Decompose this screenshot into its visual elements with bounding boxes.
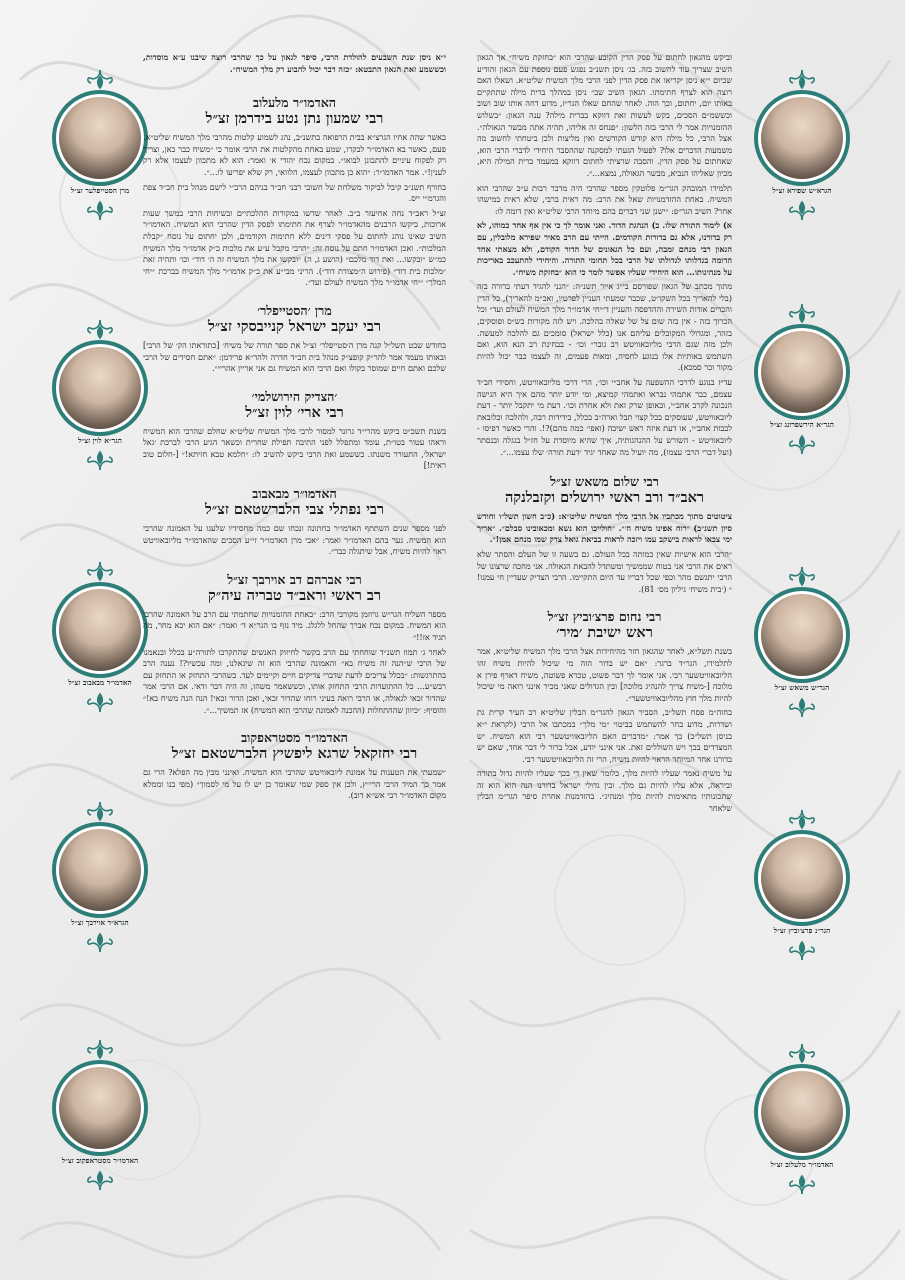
left-text-column bbox=[143, 52, 446, 1232]
section-auerbach bbox=[143, 572, 446, 716]
portrait-frame bbox=[52, 90, 148, 186]
portrait-caption: הגר״א לוין זצ״ל bbox=[78, 436, 122, 445]
ornament-icon bbox=[786, 434, 818, 456]
section-title: רבי נחום פרצ׳וביץ זצ״ל bbox=[547, 609, 662, 625]
paragraph: לאחר ג׳ תמוז תשנ״ד שוחחתי עם הרב בקשר לחיזוק האנשים שהתקרבו לתורה״ע בכלל ובנאמנו של הרבי ש״הנה זה משיח בא״ והאמונה שהרבי הוא זה שיגאלנו, ומה עכשיו?! נענה הרב בהתרגשות: ״בכלל צריכים לדעת שדברי צדיקים חיים וקיימים לעד. כשהרבי התחזק או התחזק עם רבש״ע... כל ההתועדות הרבי התחזק אותו, וכששאמר משהו, זה היה דבר ודאי. אם הרבי אמר שהדור זכאי לגאולה, או הרבי רואה בעיני רוחו שהדור זכאי, ואכן הדור זכאי! הנה הנה משיח בא!״ והוסיף: ״כיוון שההתחלות (ההכנה לאמונה שהרבי הוא המשיח) אז תמשיך...״. bbox=[143, 646, 446, 715]
paragraph: בחורף תשנ״ב קיבל לביקור משלחת של חשובי רבני חב״ד בניהם הרב״י לישם מנהל בית חב״ד צפת והגרמ״י ייס. bbox=[143, 181, 446, 204]
paragraph: כאשר שהה אחיו הגרצ״א בבית הרפואה בתשנ״ב, נהג לשמוע קלטות מהרבי מלך המשיח שליט״א. פעם, כאשר בא האדמו״ר לבקרו, שמע באחת מהקלטות את הרבי אומר כי ״משיח כבר כאן, וצריך רק לפקוח עיניים להתבונן לבואו״. במקום נכח יהודי א׳ ואמר: הוא לא מתכוון לעצמו אלא רק לענין!״. אמר האדמו״ר: ״הוא כן מתכוון לעצמו, הלוואי, רק שלא יפריעו לו...״. bbox=[143, 132, 446, 177]
ornament-icon bbox=[786, 697, 818, 719]
portrait-frame bbox=[754, 830, 850, 926]
section-strapkov bbox=[143, 730, 446, 802]
paragraph: בחודש שבט תשל״ל קנה מרן ה׳סטייפלר׳ זצ״ל את ספר תורה של משיח׳ [כתוראתו הק׳ של הרבי] ובאותו מעמד אמר להר״ק קופצ״ק מנהל בית חב״ד חדרה ולהר״א פרידמן: ״אתם חסידים של הרבי שלכם ואתם חיים שמוסר בקולו ואם הרבי הוא המשיח גם אני אריין אהריי״. bbox=[143, 339, 446, 374]
portrait-caption: הגרא״ד אוירבך זצ״ל bbox=[71, 918, 129, 927]
intro-block bbox=[143, 52, 446, 75]
ornament-icon bbox=[84, 800, 116, 822]
section-subtitle: רבי נפתלי צבי הלברשטאם זצ״ל bbox=[204, 501, 385, 519]
ornament-icon bbox=[84, 200, 116, 222]
portrait-photo bbox=[761, 594, 843, 676]
portrait-caption: האדמו״ר מבאבוב זצ״ל bbox=[68, 678, 132, 687]
paragraph: א) לימוד התורה שלו. ב) הנהגת הדור. ואני אומר לך כי אין אף אחד כמוהו, לא רק בדורנו, אלא גם בדורות הקודמים. הייתי עם הרב מאיר שפירא מלובלין, עם הגאון רבי מנחם זמבה, ועם כל הגאונים של הדור הקודם, ולא מצאתי אחד הדומה בגדלותו לגדולתו של הרבי בכל תחומי התורה. והיחידי להתעכב באריכות על מנהיגותו... הוא היחידי שעליו אפשר לומר כי הוא ״בחזקת משיח״. bbox=[477, 220, 732, 277]
section-subtitle: רבי שמעון נתן נטע בידרמן זצ״ל bbox=[205, 110, 384, 128]
section-steipler bbox=[143, 303, 446, 375]
ornament-icon bbox=[84, 1038, 116, 1060]
paragraph: עד״ז בנוגע לדרכי ההשפעה על אחב״י וכו׳, הרי דרכי מליובאוויטש, וחסידי חב״ד עצמם, כבר אתמהי נבראו ואתמהי קמיצא, ומי יודע יותר מהם איך היא הגישה הנכונה לקרב אחב״י, ובאופן שרק זאת ולא אחרת וכו׳. דעת מי יתקבל יותר - דעת ליובאוויטש, שעוסקים בכל קצוי תבל וארה״ב בכלל, בידידות רבה, ולהלכה וכלובאת לבבות אחב״י, או דעת איזה ראש ישיבה (ואפי׳ כמה מהם)?!. והרי כאשר דפיסו - ליובאוויטש - השורש על ההנהגותיה, איך שהיא מיוסדת על חז״ל בגגלה ובנסתר (ועל דברי הרבי עצמו), מה יועיל מה שאחד יגיד ׳דעת תורה׳ שלו עצמו...״. bbox=[477, 377, 732, 457]
portrait-caption: מרן הסטייפלער זצ״ל bbox=[70, 186, 130, 195]
portrait bbox=[750, 808, 854, 962]
section-title: האדמו״ר מסטראפקוב bbox=[241, 730, 348, 746]
portrait-frame bbox=[52, 1060, 148, 1156]
paragraph: לפני מספר שנים השתתף האדמו״ר בחתונה ונכחו שם כמה מחסידיו שלעגו על האמונה שהרבי הוא המשיח. גער בהם האדמו״ר ואמר: ״אבי מרן האדמו״ר זי״ע הסכים שהאדמו״ר מליובאוויטש ראוי להיות משיח, אבל שיתגלה כבר״. bbox=[143, 523, 446, 557]
paragraph: ״שמעתי את הטענות על אמונת ליובאוויטש שהרבי הוא המשיח. ואינני מבין מה הפלא? הרי גם אמר כך המיד הרבי הרי״ץ, ולכן אין ספק שמי שאומר כן יש לו על מי לסמוך״ (מפי בנו וממלא מקום האדמו״ר רבי אש״א דוב). bbox=[143, 767, 446, 801]
portrait-photo bbox=[761, 331, 843, 413]
section-rabbi-nachum-partzovitz bbox=[477, 609, 732, 814]
section-subtitle: רבי יחזקאל שרגא ליפשיץ הלברשטאם זצ״ל bbox=[171, 745, 418, 763]
paragraph: על משיח נאמר שעליו להיות מלך, כלומר שאין די בכך שעליו להיות גדול בתורה וביראה, אלא עליו להיות גם מלך. ובין גדולי ישראל בדורנו הנה הוא הוא זה שתכונותיו מתאימות להיות מלך ומנהיג״. בהזדמנות אחרת סיפר הגר״מ הבלין שלאחר bbox=[477, 768, 732, 814]
section-rabbi-shalom-mashash bbox=[477, 474, 732, 595]
paragraph: מתוך מכתב של הגאון שפורסם בי״ג אייר תשנ״ה: ״הנני להגיד דעתי ברורה בזה (בלי להאריך בכל השקו״ט, שכבר שמעתי העניין לפרטיו, ואכ״מ להאריך), כל הדין והכרים אודות השירה וההדפסה והעניין ד״יחי אדמו״ר מלך המשיח לעולם ועד״ וכל הכרוך בזה - אין בזה שום צל של שאלה בהלכה. ויש לזה מקורות בש״ס ופוסקים, בזהר, ומגדולי המקובלים עליהם אנו (כלל ישראל) סומכים גם להלכה למעשה. ולכן מזה שגם הרבי מליובאוויטש רב גובר״ וכו׳ - בבחינת רב הנא הוא, ואם השתמש באותיות אלו בנוגע לחסיה, ומאות פעמים, זה לעצמו כבר יכול להיות מקור וכר סמכא). bbox=[477, 281, 732, 373]
section-subtitle: ראש ישיבת ׳מיר׳ bbox=[556, 624, 653, 642]
portrait-caption: הגרא״ש שפירא זצ״ל bbox=[772, 186, 832, 195]
portrait bbox=[48, 560, 152, 714]
section-title: האדמו״ר מבאבוב bbox=[252, 486, 337, 502]
ornament-icon bbox=[786, 1042, 818, 1064]
paragraph: בשנת תשכ״ט ביקש מהרי״ד גרונר למסור לרבי מלך המשיח שליט״א שחלם שהרבי הוא המשיח וראהו עטור בטו״ת, עומד ומתפלל לפני התיבה תפילת שחרית וכשאר הגיע הרבי לברכת ׳גאל ישראל׳, התעורר משנתו. כששמע זאת הרבי ביקש להשיב לו: ״חלמא טבא חזיתא!״ [-חלום טוב ראית!] bbox=[143, 425, 446, 471]
paragraph: זצ״ל ראב״ד נחה אחיעזר ב״ב. לאחר שדשו במקורות ההלכתיים ובשיחות הרבי במשך שעות ארוכות, ביקשו הרבנים מהאדמו״ר לצרף את חתימתו לפסק הדין שהרבי הוא המשיח. האדמו״ר השיב שאינו נוהג לחתום על פסקי דינים ללא חתימות הקודמים, ולכן יחתום על נוסח ״קבלת המלכות״. ואכן האדמו״ר חתם על נוסח זה: ״הרבי מקבל ע״ע את מלכות כ״ק אדמו״ר מלך המשיח כמ״ש ״ובקשו... ואת דוד מלכם״ (הושע ג, ה) ״ובקשו את מלך המשיח זה ה׳ דוד״ וכו׳ ותהיה זאת ״מלכות בית דוד״ (פירוש ה״מצודת דוד״). הריני מבי״ע את כ״ק אדמו״ר מלך המשיח בברכת ״יחי המלך״ ״יחי אדמו״ר מלך המשיח לעולם ועד״. bbox=[143, 207, 446, 288]
paragraph: מספר השליח הגר״ש גרוזמן מקורבי הרב: ״באחת ההזמנויות שחתמתי עם הרב על האמונה שהרבי הוא המשיח. במקום נכח אברך שהחל ללגלג. מיד נזף בו הגר״א ד׳ ואמר: ״אם הוא יכא מחר, מה תגיד אז!!״ bbox=[143, 608, 446, 643]
section-title: ׳הצדיק הירושלמי׳ bbox=[251, 388, 338, 404]
section-title: האדמו״ר מלעלוב bbox=[252, 95, 337, 111]
ornament-icon bbox=[786, 68, 818, 90]
section-title: רבי שלום משאש זצ״ל bbox=[550, 474, 659, 490]
paragraph: תלמידו המובהק הגר״מ פלוטקין מספר שהרבי היה מדבר רבות ע״כ שהרבי הוא המשיח. באחת ההזדמנויות שאל את הרב: מה ראית ברבי, שלא ראית במישהו אחר? השיב הגר״פ: ״ישנן שני דברים בהם מיוחד הרבי שליט״א ואין דומה לו: bbox=[477, 182, 732, 216]
section-subtitle: רבי יעקב ישראל קנייבסקי זצ״ל bbox=[208, 317, 381, 335]
portrait-frame bbox=[754, 324, 850, 420]
portrait bbox=[750, 302, 854, 456]
ornament-icon bbox=[84, 318, 116, 340]
portrait-photo bbox=[761, 1071, 843, 1153]
ornament-icon bbox=[84, 1170, 116, 1192]
ornament-icon bbox=[84, 932, 116, 954]
portrait-photo bbox=[59, 829, 141, 911]
ornament-icon bbox=[84, 560, 116, 582]
portrait-photo bbox=[59, 589, 141, 671]
portrait-photo bbox=[59, 347, 141, 429]
paragraph: ״הרבי הוא אישיות שאין כמותה בכל העולם. גם בשעה זו של העלם והסתר שלא ראים את הרבי אני בטוח שממשיך ומשתדל להבאת הגאולה. אני מחכה שרצונו של הרבי יתגשם מהר וכפי שכל דבריו עד היום התקיימו. הרבי הצדיק שעדיין חי עמנו!״ (׳בית משיח׳ גיליון מס׳ 81). bbox=[477, 548, 732, 594]
portrait bbox=[750, 68, 854, 222]
portrait-caption: הגר״ש משאש זצ״ל bbox=[774, 683, 830, 692]
ornament-icon bbox=[786, 1174, 818, 1196]
portrait bbox=[750, 565, 854, 719]
ornament-icon bbox=[786, 565, 818, 587]
portrait-frame bbox=[754, 1064, 850, 1160]
paragraph: י״א ניסן שנת השבעים להולדת הרבי, סיפר לגאון על כך שהרבי רוצה שיבנו ע״א מוסדות, וכששמע זאת הגאון התבטא: ״כזה דבר יכול להבוע רק מלך המשיח״. bbox=[143, 52, 446, 74]
portrait-photo bbox=[59, 97, 141, 179]
portrait bbox=[48, 1038, 152, 1192]
portrait-frame bbox=[52, 340, 148, 436]
portrait bbox=[48, 800, 152, 954]
section-subtitle: רבי ארי׳ לוין זצ״ל bbox=[245, 403, 344, 421]
ornament-icon bbox=[786, 940, 818, 962]
portrait-caption: האדמו״ר מלעלוב זצ״ל bbox=[770, 1160, 834, 1169]
paragraph: וביקש מהגאון לחתום על פסק הדין הקובע שהרבי הוא ״בחזקת משיח״ אך הגאון השיב שצריך עוד לחשוב בזה. בג׳ ניסן תשנ״ב נפגש פעם נוספת עם הגאון והודיע שביום י״א ניסן יקריאו את פסק הדין לפני הרבי מלך המשיח שליט״א. ושאלו האם רוצה הוא לצרף חתימתו. הגאון השיב שב״ ניסן במהלך ברית מילה שתתקיים באותו יום, יחתום, וכך הוה. לאחר שהחם שאלו הגר״ז, מדוע דחה אותו שוב ושוב וכששמ״ם הסכים, בקש לעשות זאת דווקא בברית מילה? ענה הגאון: ״בשלוש ההזמנויות אמר לי הרבי בזה הלשון: ״פנחס זה אליהו, תהיה אתה מבשר הגאולה״. אצל הרבי, כל מילה היא קודש הקודשים ואין מליצות ולכן ביטחתי לחשוב מה משמעות הדברים אלו? לפעול הגעתי למסקנה שההסבר היחידי לדברי הרבי הוא, שאחתום על פסק הדין. והסבה שרציתי לחתום דווקא במעמד ברית המילה היא, מכיון שאליהו הנביא, מבשר הגאולה, נמצא...״. bbox=[477, 52, 732, 178]
ornament-icon bbox=[84, 450, 116, 472]
right-text-column bbox=[477, 52, 732, 1232]
ornament-icon bbox=[786, 808, 818, 830]
portrait-frame bbox=[754, 90, 850, 186]
portrait-photo bbox=[761, 97, 843, 179]
ornament-icon bbox=[84, 68, 116, 90]
section-bobov bbox=[143, 486, 446, 558]
portrait-caption: האדמו״ר מסטראפקוב זצ״ל bbox=[61, 1156, 139, 1165]
portrait-frame bbox=[754, 587, 850, 683]
section-aryeh-levin bbox=[143, 389, 446, 472]
ornament-icon bbox=[786, 302, 818, 324]
portrait bbox=[750, 1042, 854, 1196]
portrait-frame bbox=[52, 822, 148, 918]
portrait-caption: הגר״נ פרצ׳וביץ זצ״ל bbox=[773, 926, 831, 935]
portrait-frame bbox=[52, 582, 148, 678]
ornament-icon bbox=[84, 692, 116, 714]
intro-block bbox=[477, 52, 732, 458]
paragraph: בשנת תשל״א, לאחר שהגאון חזר מהיחידות אצל הרבי מלך המשיח שליט״א, אמר לתלמידו, הגר״ד ברגר: ״אם יש בדור הזה מי שיכול להיות משיח זהו הליובאוויטשער רבי. אני אומר לך דבר פשוט, טכרא פשוטה, משיח דארף פירן א מלוכה [-משיח צריך להנהיג מלוכה] ובין הגדולים שאני מכיר אינני רואה מי שיכול להיות מלך חוץ מהליובאוויטשער״. bbox=[477, 646, 732, 703]
portrait-caption: הגר״א הירשפרונג זצ״ל bbox=[770, 420, 834, 429]
portrait bbox=[48, 68, 152, 222]
section-lelov bbox=[143, 95, 446, 289]
portrait-photo bbox=[59, 1067, 141, 1149]
section-title: מרן ׳הסטייפלר׳ bbox=[257, 302, 332, 318]
section-title: רבי אברהם דב אוירבך זצ״ל bbox=[227, 571, 362, 587]
ornament-icon bbox=[786, 200, 818, 222]
paragraph: ציטוטים מתוך מכתביו אל הרבי מלך המשיח שליט״א: (כ״ב חשון תשל״ו וחודש סיון תשנ״ב) ״רוח אפינו משיח ה׳״. ״חולייכו הוא נשא ומכאובינו סבלם״. ״אריך ימי צבאו לראות בישקב עמו ויזכה לראות בביאת גואל צדק שמו מנחם אמן!״. bbox=[477, 511, 732, 545]
paragraph: בחוה״מ פסח תשל״ב, הסביר הגאון להגר״מ הבלין שליט״א רב העיר קרית גת ושדרות, מדוע בחר להשתמש בביטוי ״מי מלך״ במכתבו אל הרבי (לקראת י״א בניסן תשל״ב) כך אמר: ״מדברים האם הליובאוויטשער רבי הוא המשיח. יש המצדדים בכך ויש השוללים זאת. אני אינני יודע, אבל ברור לי דבר אחד, שאם יש בדורנו אחד המיוחד הראוי להיות משיח, הרי זה הליובאוויטשער רבי. bbox=[477, 707, 732, 764]
section-subtitle: רב ראשי וראב״ד טבריה עיה״ק bbox=[207, 586, 382, 604]
section-subtitle: ראב״ד ורב ראשי ירושלים וקזבלנקה bbox=[504, 489, 705, 507]
portrait-photo bbox=[761, 837, 843, 919]
portrait bbox=[48, 318, 152, 472]
